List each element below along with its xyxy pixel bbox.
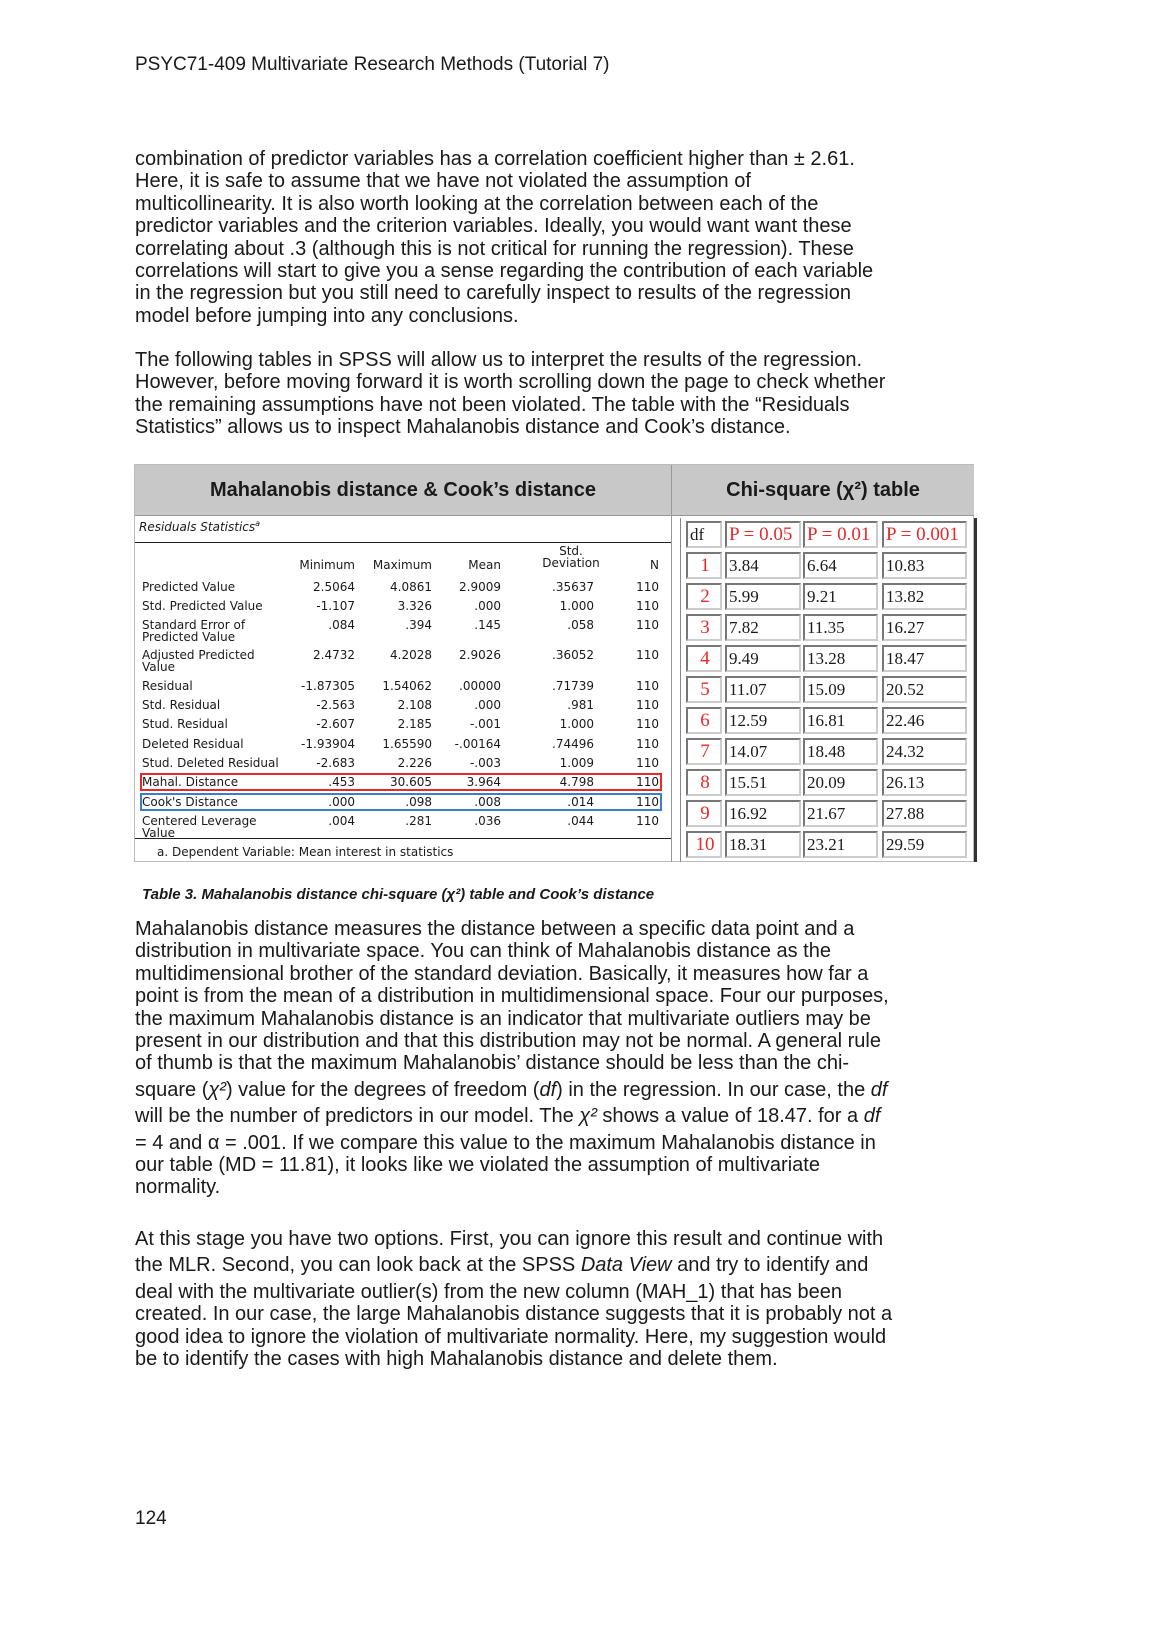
- cell-value: .981: [567, 698, 594, 712]
- text-line: be to identify the cases with high Mahalanobis distance and delete them.: [135, 1348, 778, 1371]
- cell-value: 2.4732: [313, 648, 355, 662]
- table-footnote: a. Dependent Variable: Mean interest in statistics: [157, 845, 454, 859]
- cooks-highlight-box: [140, 793, 662, 811]
- cell-value: -1.87305: [301, 679, 355, 693]
- chi-cell: 29.59: [882, 831, 967, 858]
- cell-value: .084: [328, 618, 355, 632]
- cell-value: -.003: [469, 756, 501, 770]
- text-line: distribution in multivariate space. You can think of Mahalanobis distance as the: [135, 940, 831, 963]
- cell-value: .000: [474, 599, 501, 613]
- cell-value: 1.54062: [382, 679, 432, 693]
- chi-cell: 16.81: [803, 707, 878, 734]
- table-row: [135, 600, 671, 619]
- chi-cell: 24.32: [882, 738, 967, 765]
- text-segment: the MLR. Second, you can look back at the SPSS: [135, 1254, 581, 1277]
- cell-value: 30.605: [390, 775, 432, 789]
- table-caption: Table 3. Mahalanobis distance chi-square (χ²) table and Cook’s distance: [142, 886, 655, 903]
- text-line: correlations will start to give you a sense regarding the contribution of each variable: [135, 260, 874, 283]
- text-line: However, before moving forward it is worth scrolling down the page to check whether: [135, 371, 886, 394]
- cell-value: .145: [474, 618, 501, 632]
- footnote-marker: a: [255, 519, 261, 528]
- paragraph-options: [135, 1228, 892, 1370]
- chi-cell: 2: [686, 583, 722, 610]
- spss-title-text: Residuals Statistics: [139, 520, 256, 534]
- cell-value: -1.107: [316, 599, 355, 613]
- row-label: Std. Predicted Value: [142, 599, 263, 613]
- cell-value: 2.5064: [313, 580, 355, 594]
- cell-value: .000: [474, 698, 501, 712]
- chi-cell: 6: [686, 707, 722, 734]
- cell-value: -1.93904: [301, 737, 355, 751]
- cell-value: -2.683: [316, 756, 355, 770]
- cell-value: 110: [636, 599, 659, 613]
- cell-value: 110: [636, 775, 659, 789]
- left-panel-title: Mahalanobis distance & Cook’s distance: [135, 465, 672, 516]
- text-line: normality.: [135, 1176, 221, 1199]
- cell-value: 2.9009: [459, 580, 501, 594]
- text-line: the remaining assumptions have not been violated. The table with the “Residuals: [135, 393, 850, 416]
- row-label: Stud. Residual: [142, 717, 228, 731]
- text-line: in the regression but you still need to carefully inspect to results of the regression: [135, 282, 851, 305]
- cell-value: 3.326: [397, 599, 432, 613]
- paragraph-residuals-intro: [135, 349, 885, 439]
- italic-text: Data View: [580, 1254, 672, 1277]
- chi-cell: 8: [686, 769, 722, 796]
- cell-value: -2.563: [316, 698, 355, 712]
- mahal-highlight-box: [140, 773, 662, 791]
- chi-cell: 9.49: [725, 645, 801, 672]
- spss-table-title: [139, 519, 260, 534]
- row-label: Stud. Deleted Residual: [142, 756, 279, 770]
- text-line: At this stage you have two options. First, you can ignore this result and continue with: [135, 1228, 884, 1250]
- row-label: Cook's Distance: [142, 795, 238, 809]
- cell-value: 1.65590: [382, 737, 432, 751]
- row-label: Centered Leverage Value: [142, 814, 257, 840]
- cell-value: .004: [328, 814, 355, 828]
- text-line: multicollinearity. It is also worth looking at the correlation between each of the: [135, 192, 819, 215]
- chi-cell: 22.46: [882, 707, 967, 734]
- chi-cell: 26.13: [882, 769, 967, 796]
- row-label: Deleted Residual: [142, 737, 244, 751]
- cell-value: 2.108: [397, 698, 432, 712]
- cell-value: 110: [636, 756, 659, 770]
- text-line: the maximum Mahalanobis distance is an indicator that multivariate outliers may be: [135, 1007, 871, 1030]
- chi-cell: 14.07: [725, 738, 801, 765]
- chi-cell: 5.99: [725, 583, 801, 610]
- row-label: Residual: [142, 679, 193, 693]
- cell-value: 1.009: [559, 756, 594, 770]
- paragraph-mahalanobis: [135, 918, 889, 1199]
- cell-value: 110: [636, 737, 659, 751]
- cell-value: .394: [405, 618, 432, 632]
- chi-cell: 16.27: [882, 614, 967, 641]
- text-line: our table (MD = 11.81), it looks like we violated the assumption of multivariate: [135, 1154, 820, 1177]
- cell-value: .00000: [459, 679, 501, 693]
- chi-cell: 15.09: [803, 676, 878, 703]
- chi-cell: 11.35: [803, 614, 878, 641]
- table-row: [135, 648, 671, 674]
- text-line: correlating about .3 (although this is not critical for running the regression). These: [135, 237, 854, 260]
- table-rule: [135, 542, 671, 543]
- cell-value: 1.000: [559, 599, 594, 613]
- chi-cell: 18.48: [803, 738, 878, 765]
- chi-cell: 20.52: [882, 676, 967, 703]
- column-header: Std. Deviation: [542, 544, 600, 570]
- text-line: Mahalanobis distance measures the distance between a specific data point and a: [135, 918, 855, 940]
- cell-value: 110: [636, 580, 659, 594]
- cell-value: 4.0861: [390, 580, 432, 594]
- chi-cell: 10.83: [882, 552, 967, 579]
- table-row: [135, 581, 671, 600]
- row-label: Standard Error of Predicted Value: [142, 618, 246, 644]
- chi-cell: 5: [686, 676, 722, 703]
- chi-cell: 23.21: [803, 831, 878, 858]
- cell-value: .281: [405, 814, 432, 828]
- cell-value: .058: [567, 618, 594, 632]
- column-header: Minimum: [299, 558, 355, 572]
- cell-value: .71739: [552, 679, 594, 693]
- figure-table: [134, 464, 974, 862]
- chi-header-cell: df: [686, 521, 722, 548]
- text-line: [135, 1079, 889, 1101]
- text-line: combination of predictor variables has a correlation coefficient higher than ± 2.61.: [135, 148, 855, 170]
- cell-value: 2.185: [397, 717, 432, 731]
- chi-square-table: [680, 518, 977, 862]
- chi-cell: 12.59: [725, 707, 801, 734]
- chi-cell: 7.82: [725, 614, 801, 641]
- cell-value: 3.964: [466, 775, 501, 789]
- chi-cell: 21.67: [803, 800, 878, 827]
- text-line: present in our distribution and that this distribution may not be normal. A general rule: [135, 1030, 881, 1053]
- chi-cell: 15.51: [725, 769, 801, 796]
- cell-value: .74496: [552, 737, 594, 751]
- chi-cell: 4: [686, 645, 722, 672]
- text-line: [135, 1105, 889, 1127]
- cell-value: .000: [328, 795, 355, 809]
- table-row: [135, 814, 671, 840]
- residuals-statistics-table: [135, 516, 672, 862]
- column-header: Maximum: [372, 558, 432, 572]
- cell-value: -.001: [469, 717, 501, 731]
- cell-value: .35637: [552, 580, 594, 594]
- cell-value: -2.607: [316, 717, 355, 731]
- cell-value: 4.798: [559, 775, 594, 789]
- text-line: good idea to ignore the violation of multivariate normality. Here, my suggestion would: [135, 1325, 887, 1348]
- chi-cell: 11.07: [725, 676, 801, 703]
- chi-cell: 7: [686, 738, 722, 765]
- table-row: [135, 738, 671, 757]
- table-row: [135, 618, 671, 644]
- italic-text: df: [539, 1078, 557, 1101]
- cell-value: .098: [405, 795, 432, 809]
- chi-cell: 18.47: [882, 645, 967, 672]
- running-header: PSYC71-409 Multivariate Research Methods (Tutorial 7): [135, 54, 610, 75]
- text-line: created. In our case, the large Mahalanobis distance suggests that it is probably not a: [135, 1303, 893, 1326]
- text-line: The following tables in SPSS will allow us to interpret the results of the regression.: [135, 349, 863, 371]
- cell-value: 110: [636, 648, 659, 662]
- chi-cell: 9.21: [803, 583, 878, 610]
- cell-value: .036: [474, 814, 501, 828]
- chi-cell: 1: [686, 552, 722, 579]
- paragraph-multicollinearity: [135, 148, 873, 327]
- table-row: [135, 699, 671, 718]
- chi-cell: 18.31: [725, 831, 801, 858]
- chi-header-cell: P = 0.01: [803, 521, 878, 548]
- text-line: point is from the mean of a distribution in multidimensional space. Four our purposes,: [135, 985, 889, 1008]
- text-line: of thumb is that the maximum Mahalanobis’ distance should be less than the chi-: [135, 1052, 850, 1075]
- italic-text: χ²: [208, 1078, 226, 1101]
- cell-value: 110: [636, 679, 659, 693]
- text-segment: shows a value of 18.47. for a: [596, 1105, 864, 1128]
- text-segment: and try to identify and: [671, 1254, 869, 1277]
- text-line: predictor variables and the criterion variables. Ideally, you would want want these: [135, 215, 852, 238]
- text-line: multidimensional brother of the standard deviation. Basically, it measures how far a: [135, 962, 869, 985]
- row-label: Std. Residual: [142, 698, 221, 712]
- cell-value: -.00164: [454, 737, 501, 751]
- chi-header-cell: P = 0.001: [882, 521, 967, 548]
- text-line: Statistics” allows us to inspect Mahalanobis distance and Cook’s distance.: [135, 416, 791, 439]
- cell-value: 4.2028: [390, 648, 432, 662]
- cell-value: .453: [328, 775, 355, 789]
- table-row: [135, 718, 671, 737]
- text-line: [135, 1254, 892, 1276]
- chi-cell: 20.09: [803, 769, 878, 796]
- right-panel-title: Chi-square (χ²) table: [672, 465, 974, 516]
- cell-value: .044: [567, 814, 594, 828]
- text-line: deal with the multivariate outlier(s) from the new column (MAH_1) that has been: [135, 1280, 842, 1303]
- text-segment: square (: [135, 1078, 209, 1101]
- text-line: Here, it is safe to assume that we have not violated the assumption of: [135, 170, 751, 193]
- cell-value: 2.226: [397, 756, 432, 770]
- text-segment: ) in the regression. In our case, the: [556, 1078, 871, 1101]
- chi-header-cell: P = 0.05: [725, 521, 801, 548]
- page-number: 124: [135, 1508, 167, 1529]
- cell-value: 110: [636, 698, 659, 712]
- row-label: Adjusted Predicted Value: [142, 648, 255, 674]
- text-line: model before jumping into any conclusions.: [135, 304, 519, 327]
- chi-cell: 13.28: [803, 645, 878, 672]
- cell-value: 110: [636, 795, 659, 809]
- row-label: Mahal. Distance: [142, 775, 239, 789]
- chi-cell: 27.88: [882, 800, 967, 827]
- italic-text: df: [863, 1105, 881, 1128]
- chi-cell: 9: [686, 800, 722, 827]
- text-segment: ) value for the degrees of freedom (: [225, 1078, 540, 1101]
- text-line: = 4 and α = .001. If we compare this value to the maximum Mahalanobis distance in: [135, 1131, 876, 1154]
- chi-cell: 10: [686, 831, 722, 858]
- cell-value: .014: [567, 795, 594, 809]
- cell-value: 1.000: [559, 717, 594, 731]
- cell-value: .36052: [552, 648, 594, 662]
- chi-cell: 3.84: [725, 552, 801, 579]
- table-row: [135, 680, 671, 699]
- chi-cell: 3: [686, 614, 722, 641]
- chi-cell: 6.64: [803, 552, 878, 579]
- italic-text: df: [870, 1078, 888, 1101]
- chi-cell: 13.82: [882, 583, 967, 610]
- row-label: Predicted Value: [142, 580, 236, 594]
- cell-value: 110: [636, 717, 659, 731]
- cell-value: 110: [636, 814, 659, 828]
- cell-value: 110: [636, 618, 659, 632]
- cell-value: 2.9026: [459, 648, 501, 662]
- chi-cell: 16.92: [725, 800, 801, 827]
- column-header: Mean: [468, 558, 501, 572]
- cell-value: .008: [474, 795, 501, 809]
- text-segment: will be the number of predictors in our model. The: [135, 1105, 580, 1128]
- italic-text: χ²: [579, 1105, 597, 1128]
- column-header-row: [135, 544, 671, 580]
- column-header: N: [650, 558, 659, 572]
